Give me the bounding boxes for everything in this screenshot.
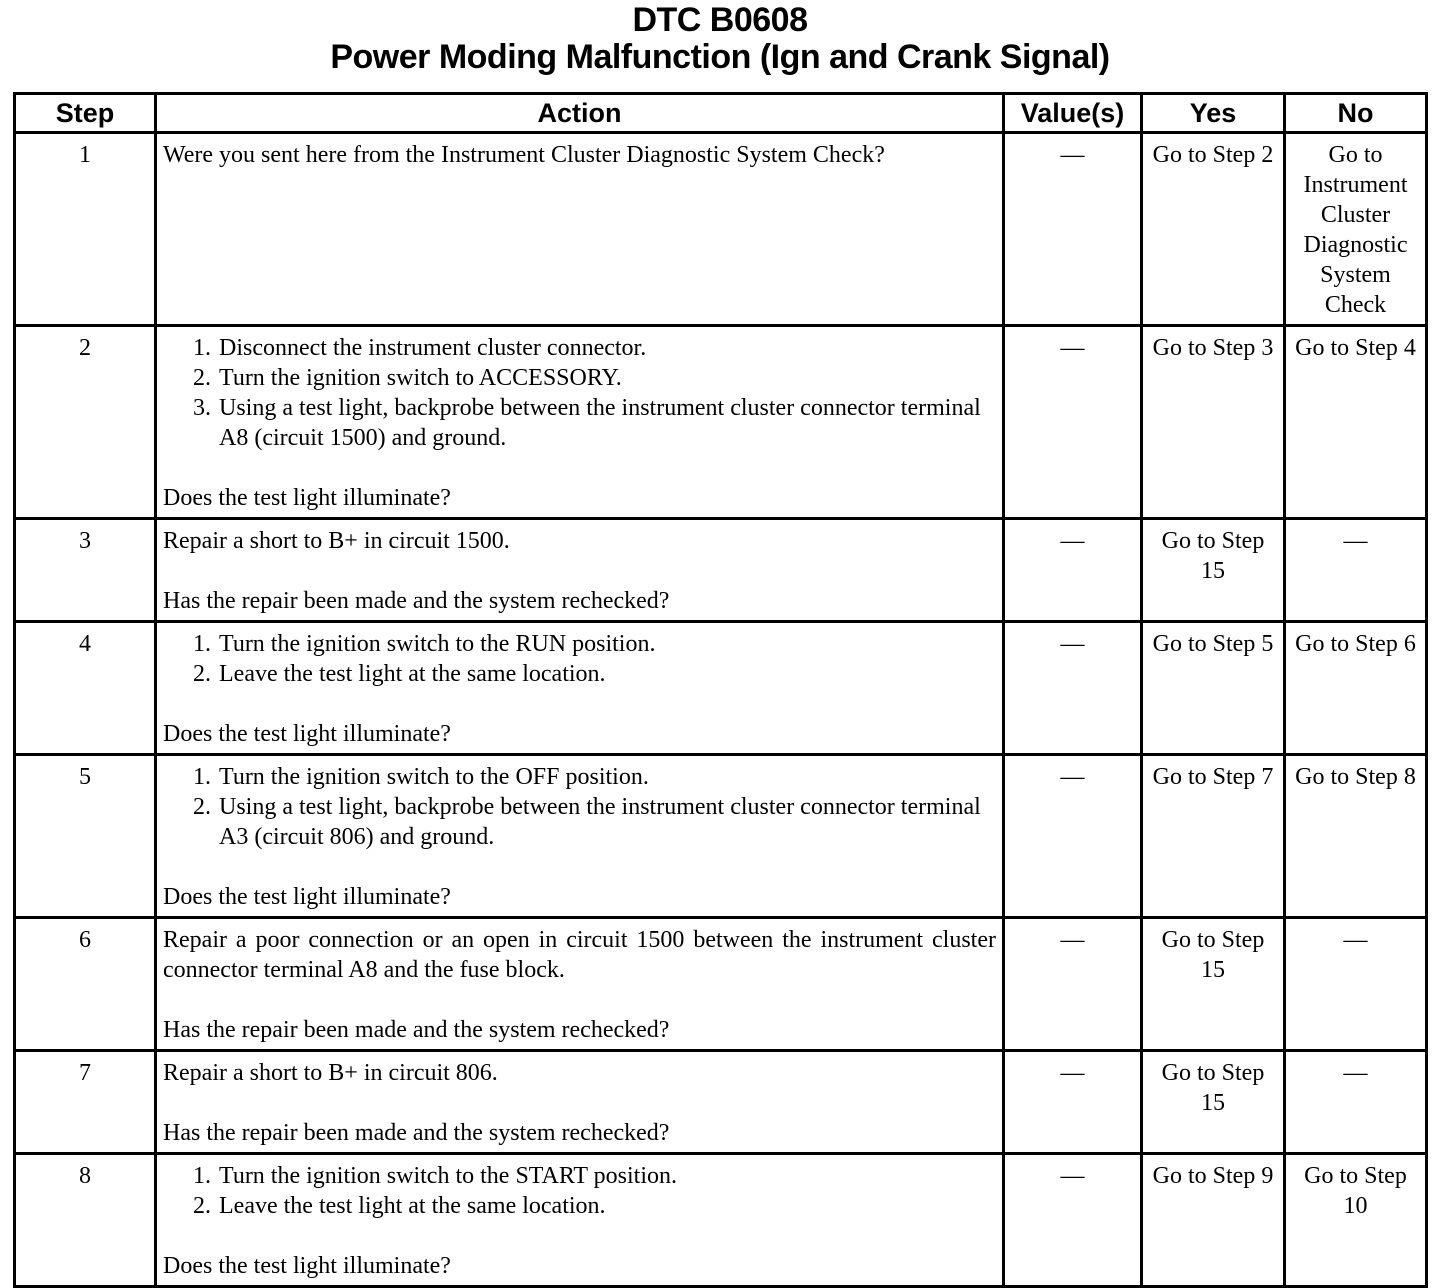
action-steps-list (163, 333, 996, 453)
table-row (15, 755, 1427, 918)
action-cell (156, 1051, 1004, 1154)
value-cell: — (1004, 622, 1142, 755)
yes-cell: Go to Step 2 (1142, 133, 1285, 326)
action-cell (156, 1154, 1004, 1287)
action-step: 1. Turn the ignition switch to the OFF position. (217, 762, 996, 792)
step-number: 5 (15, 755, 156, 918)
action-question: Does the test light illuminate? (163, 721, 451, 747)
header-no: No (1285, 94, 1427, 133)
action-text: Repair a short to B+ in circuit 1500. (163, 528, 510, 554)
yes-cell: Go to Step 15 (1142, 519, 1285, 622)
table-row (15, 326, 1427, 519)
step-number: 4 (15, 622, 156, 755)
step-number: 6 (15, 918, 156, 1051)
action-steps-list (163, 1161, 996, 1221)
yes-cell: Go to Step 15 (1142, 918, 1285, 1051)
action-question: Has the repair been made and the system rechecked? (163, 1120, 670, 1146)
yes-cell: Go to Step 15 (1142, 1051, 1285, 1154)
action-text: Were you sent here from the Instrument Cluster Diagnostic System Check? (163, 142, 885, 168)
action-question: Does the test light illuminate? (163, 884, 451, 910)
yes-cell: Go to Step 3 (1142, 326, 1285, 519)
value-cell: — (1004, 519, 1142, 622)
table-row (15, 622, 1427, 755)
dtc-code-title: DTC B0608 (632, 1, 808, 39)
action-cell (156, 622, 1004, 755)
no-cell: Go to Instrument Cluster Diagnostic System Check (1285, 133, 1427, 326)
yes-cell: Go to Step 5 (1142, 622, 1285, 755)
title-block (0, 2, 1440, 76)
action-step: 1. Disconnect the instrument cluster connector. (217, 333, 996, 363)
header-action: Action (156, 94, 1004, 133)
action-text: Repair a short to B+ in circuit 806. (163, 1060, 498, 1086)
table-row (15, 519, 1427, 622)
step-number: 8 (15, 1154, 156, 1287)
yes-cell: Go to Step 9 (1142, 1154, 1285, 1287)
step-number: 1 (15, 133, 156, 326)
action-step: 2. Leave the test light at the same location. (217, 659, 996, 689)
header-yes: Yes (1142, 94, 1285, 133)
no-cell: Go to Step 6 (1285, 622, 1427, 755)
header-values: Value(s) (1004, 94, 1142, 133)
no-cell: Go to Step 8 (1285, 755, 1427, 918)
step-number: 2 (15, 326, 156, 519)
action-step: 2. Turn the ignition switch to ACCESSORY. (217, 363, 996, 393)
action-question: Does the test light illuminate? (163, 485, 451, 511)
step-number: 3 (15, 519, 156, 622)
no-cell: Go to Step 10 (1285, 1154, 1427, 1287)
action-text: Repair a poor connection or an open in circuit 1500 between the instrument cluster connector terminal A8 and the fuse block. (163, 927, 996, 983)
table-row (15, 1051, 1427, 1154)
action-step: 1. Turn the ignition switch to the START position. (217, 1161, 996, 1191)
action-cell (156, 755, 1004, 918)
table-row (15, 133, 1427, 326)
value-cell: — (1004, 1051, 1142, 1154)
no-cell: — (1285, 1051, 1427, 1154)
yes-cell: Go to Step 7 (1142, 755, 1285, 918)
table-row (15, 918, 1427, 1051)
action-steps-list (163, 762, 996, 852)
table-header-row (15, 94, 1427, 133)
value-cell: — (1004, 918, 1142, 1051)
table-row (15, 1154, 1427, 1287)
action-steps-list (163, 629, 996, 689)
action-cell (156, 133, 1004, 326)
value-cell: — (1004, 1154, 1142, 1287)
step-number: 7 (15, 1051, 156, 1154)
no-cell: — (1285, 918, 1427, 1051)
dtc-description-title: Power Moding Malfunction (Ign and Crank Signal) (330, 38, 1110, 76)
no-cell: Go to Step 4 (1285, 326, 1427, 519)
action-cell (156, 918, 1004, 1051)
value-cell: — (1004, 326, 1142, 519)
value-cell: — (1004, 133, 1142, 326)
action-question: Has the repair been made and the system rechecked? (163, 588, 670, 614)
header-step: Step (15, 94, 156, 133)
action-step: 3. Using a test light, backprobe between the instrument cluster connector terminal A8 (circuit 1500) and ground. (217, 393, 996, 453)
action-cell (156, 326, 1004, 519)
action-question: Has the repair been made and the system rechecked? (163, 1017, 670, 1043)
action-question: Does the test light illuminate? (163, 1253, 451, 1279)
diagnostic-table (13, 92, 1428, 1288)
action-step: 2. Leave the test light at the same location. (217, 1191, 996, 1221)
action-step: 1. Turn the ignition switch to the RUN position. (217, 629, 996, 659)
action-step: 2. Using a test light, backprobe between the instrument cluster connector terminal A3 (circuit 806) and ground. (217, 792, 996, 852)
no-cell: — (1285, 519, 1427, 622)
value-cell: — (1004, 755, 1142, 918)
action-cell (156, 519, 1004, 622)
